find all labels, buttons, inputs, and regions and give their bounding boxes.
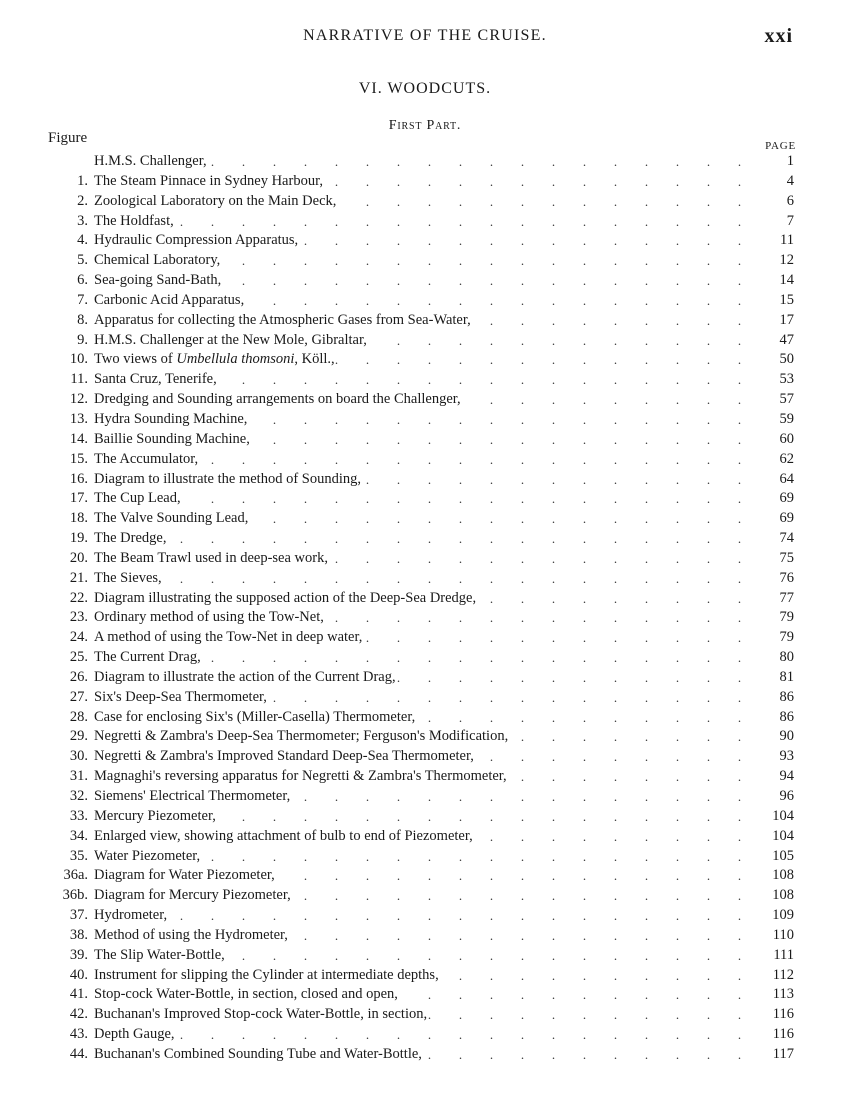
- figure-number: 28.: [69, 708, 88, 725]
- page-number: 80: [779, 649, 794, 666]
- leader-dots: . . . . . . . .: [520, 729, 742, 745]
- figure-number: 10.: [69, 351, 88, 368]
- page-number: 15: [779, 291, 794, 308]
- figure-title: Mercury Piezometer,: [94, 807, 216, 824]
- page-number: 104: [772, 807, 794, 824]
- figure-title: The Holdfast,: [94, 212, 174, 229]
- leader-dots: . . . . . . . . . . . . . .: [334, 173, 742, 189]
- leader-dots: . . . . . . . . . . . . . . . .: [272, 411, 742, 427]
- leader-dots: . . . . . . . . . . . . . . . . .: [241, 947, 742, 963]
- leader-dots: . . . . . . . . . . . . . . .: [303, 233, 742, 249]
- figure-title: Dredging and Sounding arrangements on board the Challenger,: [94, 391, 461, 408]
- page-number: 90: [779, 728, 794, 745]
- page-number: 113: [772, 986, 794, 1003]
- figure-title: Six's Deep-Sea Thermometer,: [94, 688, 267, 705]
- list-item: [0, 152, 850, 172]
- list-item: [0, 549, 850, 569]
- page-number: 64: [779, 470, 794, 487]
- page-number: 108: [772, 887, 794, 904]
- figure-number: 38.: [69, 926, 88, 943]
- figure-title: Water Piezometer,: [94, 847, 201, 864]
- figure-title: Hydrometer,: [94, 907, 168, 924]
- figure-title-species: Umbellula thomsoni: [176, 351, 295, 368]
- list-item: [0, 271, 850, 291]
- leader-dots: . . . . . . . . .: [489, 392, 742, 408]
- page-number: 112: [772, 966, 794, 983]
- page-number: 74: [779, 530, 794, 547]
- figure-number: 8.: [77, 311, 88, 328]
- figure-title: The Dredge,: [94, 530, 167, 547]
- list-item: [0, 827, 850, 847]
- list-item: [0, 569, 850, 589]
- figure-title: The Valve Sounding Lead,: [94, 510, 249, 527]
- list-item: [0, 708, 850, 728]
- list-item: [0, 906, 850, 926]
- figure-number: 21.: [69, 569, 88, 586]
- leader-dots: . . . . . . . . . . . . . . . . . .: [210, 491, 742, 507]
- figure-number: 5.: [77, 252, 88, 269]
- page-number: 96: [779, 788, 794, 804]
- list-item: [0, 966, 850, 986]
- list-item: [0, 529, 850, 549]
- leader-dots: . . . . . . . . . . . . . . . . . . .: [179, 531, 742, 547]
- list-item: [0, 946, 850, 966]
- page-number: 116: [772, 1026, 794, 1043]
- page-number: 79: [779, 609, 794, 626]
- figure-number: 29.: [69, 728, 88, 745]
- list-item: [0, 1025, 850, 1045]
- figure-number: 39.: [69, 946, 88, 963]
- figure-number: 14.: [69, 430, 88, 447]
- figure-number: 17.: [69, 490, 88, 507]
- figure-number: 34.: [69, 827, 88, 844]
- leader-dots: . . . . . . . . . . .: [427, 1007, 742, 1023]
- figure-number: 44.: [69, 1045, 88, 1062]
- list-item: [0, 212, 850, 232]
- page-number: 111: [773, 946, 794, 963]
- figure-number: 2.: [77, 192, 88, 209]
- running-title: NARRATIVE OF THE CRUISE.: [303, 27, 547, 44]
- figure-title: Case for enclosing Six's (Miller-Casella) Thermometer,: [94, 708, 416, 725]
- figure-number: 22.: [69, 589, 88, 606]
- figure-title: Ordinary method of using the Tow-Net,: [94, 609, 324, 626]
- figure-title: The Slip Water-Bottle,: [94, 946, 225, 963]
- leader-dots: . . . . . . . . . . .: [427, 1046, 742, 1062]
- figure-number: 43.: [69, 1026, 88, 1043]
- list-item: [0, 926, 850, 946]
- page-number: 94: [779, 768, 794, 785]
- list-item: [0, 350, 850, 370]
- list-item: [0, 807, 850, 827]
- figure-title: Sea-going Sand-Bath,: [94, 272, 222, 289]
- figure-title: Baillie Sounding Machine,: [94, 430, 250, 447]
- list-item: [0, 747, 850, 767]
- figure-title: Magnaghi's reversing apparatus for Negretti & Zambra's Thermometer,: [94, 768, 507, 785]
- leader-dots: . . . . . . . . . .: [458, 967, 742, 983]
- figure-title: Depth Gauge,: [94, 1026, 175, 1043]
- leader-dots: . . . . . . . . . . . . . . . . . .: [210, 154, 742, 169]
- figure-number: 23.: [69, 609, 88, 626]
- list-item: [0, 608, 850, 628]
- leader-dots: . . . . . . . . .: [489, 590, 742, 606]
- figure-number: 36a.: [63, 867, 88, 884]
- leader-dots: . . . . . . . . . . . . . . .: [303, 868, 742, 884]
- leader-dots: . . . . . . . . . . . .: [396, 669, 742, 685]
- list-item: [0, 847, 850, 867]
- list-item: [0, 370, 850, 390]
- leader-dots: . . . . . . . . . . . .: [396, 332, 742, 348]
- leader-dots: . . . . . . . . . . . . . . . .: [272, 431, 742, 447]
- leader-dots: . . . . . . . . . . . . . . . . . . .: [179, 570, 742, 586]
- figure-title: Diagram to illustrate the action of the Current Drag,: [94, 668, 396, 685]
- figure-title: Carbonic Acid Apparatus,: [94, 291, 245, 308]
- page-number: 105: [772, 847, 794, 864]
- figure-title: Hydra Sounding Machine,: [94, 410, 248, 427]
- leader-dots: . . . . . . . . . . . . . . . . .: [241, 253, 742, 269]
- page-number: 69: [779, 490, 794, 507]
- figure-title: Diagram to illustrate the method of Sounding,: [94, 470, 361, 487]
- figure-title: A method of using the Tow-Net in deep water,: [94, 629, 363, 646]
- figure-number: 16.: [69, 470, 88, 487]
- list-item: [0, 331, 850, 351]
- figure-number: 11.: [70, 371, 88, 388]
- figure-title-suffix: , Köll.,: [294, 351, 335, 368]
- leader-dots: . . . . . . . . . . . . . .: [334, 352, 742, 368]
- figure-title: Zoological Laboratory on the Main Deck,: [94, 192, 337, 209]
- list-item: [0, 1005, 850, 1025]
- page-number: 117: [772, 1045, 794, 1062]
- figure-number: 41.: [69, 986, 88, 1003]
- figure-number: 30.: [69, 748, 88, 765]
- figure-number: 32.: [69, 788, 88, 804]
- leader-dots: . . . . . . . . . . . . . .: [334, 550, 742, 566]
- figure-title: Diagram illustrating the supposed action of the Deep-Sea Dredge,: [94, 589, 477, 606]
- figure-title: H.M.S. Challenger,: [94, 153, 207, 169]
- page-number: 69: [779, 510, 794, 527]
- page-number: 7: [786, 212, 794, 229]
- page-column-label: PAGE: [765, 140, 796, 152]
- page-number: 62: [779, 450, 794, 467]
- page-number: 59: [779, 410, 794, 427]
- leader-dots: . . . . . . . . . . . . . . . . . .: [210, 451, 742, 467]
- figure-number: 42.: [69, 1006, 88, 1023]
- figure-number: 27.: [69, 688, 88, 705]
- page-number: 104: [772, 827, 794, 844]
- woodcut-list: [0, 152, 850, 1065]
- figure-title: Enlarged view, showing attachment of bulb to end of Piezometer,: [94, 827, 473, 844]
- page-number: 12: [779, 252, 794, 269]
- figure-number: 15.: [69, 450, 88, 467]
- figure-title: Apparatus for collecting the Atmospheric Gases from Sea-Water,: [94, 311, 471, 328]
- page-number: 76: [779, 569, 794, 586]
- figure-column-label: Figure: [48, 130, 88, 146]
- list-item: [0, 311, 850, 331]
- page-number: 79: [779, 629, 794, 646]
- page-number-roman: xxi: [764, 25, 793, 47]
- page-number: 108: [772, 867, 794, 884]
- part-title: First Part.: [388, 118, 462, 133]
- figure-title: The Cup Lead,: [94, 490, 181, 507]
- figure-number: 4.: [77, 232, 88, 249]
- figure-title: Stop-cock Water-Bottle, in section, closed and open,: [94, 986, 398, 1003]
- figure-title: The Current Drag,: [94, 649, 201, 666]
- figure-title: Negretti & Zambra's Improved Standard Deep-Sea Thermometer,: [94, 748, 474, 765]
- list-item: [0, 1045, 850, 1065]
- figure-number: 6.: [77, 272, 88, 289]
- figure-title-prefix: Two views of: [94, 351, 177, 368]
- page-number: 57: [779, 391, 794, 408]
- page-number: 86: [779, 708, 794, 725]
- figure-number: 31.: [69, 768, 88, 785]
- figure-title: [94, 350, 335, 370]
- leader-dots: . . . . . . . . . . . . . . . .: [272, 511, 742, 527]
- figure-number: 12.: [69, 391, 88, 408]
- running-head: [0, 27, 850, 51]
- figure-number: 20.: [69, 549, 88, 566]
- list-item: [0, 688, 850, 708]
- leader-dots: . . . . . . . . . . . . . . . . . .: [210, 650, 742, 666]
- leader-dots: . . . . . . . . . . .: [427, 709, 742, 725]
- figure-title: H.M.S. Challenger at the New Mole, Gibraltar,: [94, 331, 367, 348]
- leader-dots: . . . . . . . . .: [489, 749, 742, 765]
- list-item: [0, 886, 850, 906]
- section-title: VI. WOODCUTS.: [358, 80, 492, 97]
- figure-number: 3.: [77, 212, 88, 229]
- page-number: 110: [772, 926, 794, 943]
- list-item: [0, 450, 850, 470]
- leader-dots: . . . . . . . . . . . . . . .: [303, 789, 742, 804]
- figure-number: 1.: [77, 172, 88, 189]
- list-item: [0, 470, 850, 490]
- figure-title: The Sieves,: [94, 569, 162, 586]
- figure-title: Chemical Laboratory,: [94, 252, 221, 269]
- leader-dots: . . . . . . . . . . . . . . . . .: [241, 372, 742, 388]
- list-item: [0, 172, 850, 192]
- figure-title: The Accumulator,: [94, 450, 199, 467]
- page-number: 4: [786, 172, 794, 189]
- figure-title: Diagram for Water Piezometer,: [94, 867, 275, 884]
- leader-dots: . . . . . . . . . . . . . . .: [303, 888, 742, 904]
- page-number: 86: [779, 688, 794, 705]
- figure-title: Hydraulic Compression Apparatus,: [94, 232, 299, 249]
- leader-dots: . . . . . . . . .: [489, 312, 742, 328]
- leader-dots: . . . . . . . . . . . . . .: [334, 610, 742, 626]
- leader-dots: . . . . . . . . . . . . . . .: [303, 927, 742, 943]
- list-item: [0, 589, 850, 609]
- page-number: 81: [779, 668, 794, 685]
- list-item: [0, 509, 850, 529]
- leader-dots: . . . . . . . . . . . . .: [365, 471, 742, 487]
- page-number: 53: [779, 371, 794, 388]
- figure-title: The Steam Pinnace in Sydney Harbour,: [94, 172, 323, 189]
- list-item: [0, 192, 850, 212]
- figure-number: 18.: [69, 510, 88, 527]
- leader-dots: . . . . . . . . . . . . . . . .: [272, 292, 742, 308]
- page-number: 109: [772, 907, 794, 924]
- page-number: 50: [779, 351, 794, 368]
- page-number: 11: [780, 232, 794, 249]
- leader-dots: . . . . . . . . .: [489, 828, 742, 844]
- list-item: [0, 727, 850, 747]
- figure-number: 35.: [69, 847, 88, 864]
- leader-dots: . . . . . . . .: [520, 769, 742, 785]
- list-item: [0, 410, 850, 430]
- figure-title: The Beam Trawl used in deep-sea work,: [94, 549, 328, 566]
- figure-number: 37.: [69, 907, 88, 924]
- leader-dots: . . . . . . . . . . . . . . . . . .: [210, 848, 742, 864]
- list-item: [0, 668, 850, 688]
- leader-dots: . . . . . . . . . . . . . . . . . . .: [179, 213, 742, 229]
- figure-title: Siemens' Electrical Thermometer,: [94, 788, 291, 804]
- leader-dots: . . . . . . . . . . . . . . . .: [272, 689, 742, 705]
- list-item: [0, 787, 850, 807]
- leader-dots: . . . . . . . . . . .: [427, 987, 742, 1003]
- figure-number: 19.: [69, 530, 88, 547]
- list-item: [0, 231, 850, 251]
- figure-number: 9.: [77, 331, 88, 348]
- page-number: 77: [779, 589, 794, 606]
- page-number: 116: [772, 1006, 794, 1023]
- figure-number: 7.: [77, 291, 88, 308]
- list-item: [0, 251, 850, 271]
- figure-title: Santa Cruz, Tenerife,: [94, 371, 217, 388]
- figure-title: Method of using the Hydrometer,: [94, 926, 288, 943]
- figure-number: 33.: [69, 807, 88, 824]
- figure-number: 40.: [69, 966, 88, 983]
- page-number: 1: [786, 153, 794, 169]
- figure-number: 25.: [69, 649, 88, 666]
- figure-number: 24.: [69, 629, 88, 646]
- leader-dots: . . . . . . . . . . . . .: [365, 630, 742, 646]
- list-item: [0, 866, 850, 886]
- leader-dots: . . . . . . . . . . . . . . . . .: [241, 808, 742, 824]
- list-item: [0, 390, 850, 410]
- page-number: 60: [779, 430, 794, 447]
- figure-title: Buchanan's Combined Sounding Tube and Water-Bottle,: [94, 1045, 422, 1062]
- figure-number: 26.: [69, 668, 88, 685]
- page-number: 47: [779, 331, 794, 348]
- list-item: [0, 489, 850, 509]
- figure-title: Diagram for Mercury Piezometer,: [94, 887, 291, 904]
- list-item: [0, 628, 850, 648]
- list-item: [0, 767, 850, 787]
- page-number: 14: [779, 272, 794, 289]
- figure-number: 13.: [69, 410, 88, 427]
- figure-title: Buchanan's Improved Stop-cock Water-Bottle, in section,: [94, 1006, 428, 1023]
- leader-dots: . . . . . . . . . . . . . . . . . . .: [179, 1027, 742, 1043]
- list-item: [0, 291, 850, 311]
- list-item: [0, 430, 850, 450]
- leader-dots: . . . . . . . . . . . . . . . . .: [241, 273, 742, 289]
- figure-number: 36b.: [62, 887, 88, 904]
- list-item: [0, 648, 850, 668]
- page-number: 93: [779, 748, 794, 765]
- page-number: 17: [779, 311, 794, 328]
- leader-dots: . . . . . . . . . . . . .: [365, 193, 742, 209]
- figure-title: Instrument for slipping the Cylinder at intermediate depths,: [94, 966, 439, 983]
- page-number: 6: [786, 192, 794, 209]
- list-item: [0, 985, 850, 1005]
- page-number: 75: [779, 549, 794, 566]
- leader-dots: . . . . . . . . . . . . . . . . . . .: [179, 908, 742, 924]
- figure-title: Negretti & Zambra's Deep-Sea Thermometer; Ferguson's Modification,: [94, 728, 509, 745]
